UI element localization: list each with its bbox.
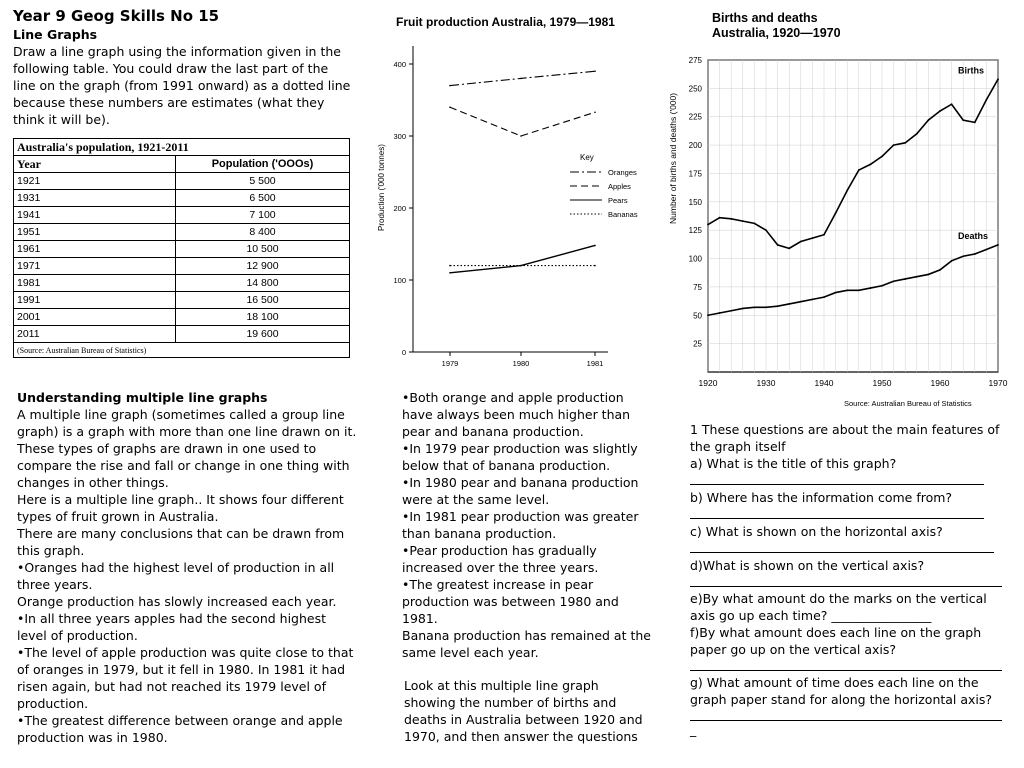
conclusion-bullet: •The greatest difference between orange and apple production was in 1980. [17, 713, 343, 745]
conclusion-bullet: •The level of apple production was quite close to that of oranges in 1979, but it fell in 1980. In 1981 it had risen again, but had not reached its 1979 level of production. [17, 645, 354, 711]
conclusion-bullet: •The greatest increase in pear production was between 1980 and 1981. [402, 577, 619, 626]
answer-line-f[interactable] [690, 658, 1002, 671]
data-point [916, 133, 918, 135]
bd-plot-frame [708, 60, 998, 372]
conclusion-bullet: •In 1979 pear production was slightly below that of banana production. [402, 441, 638, 473]
data-point [928, 119, 930, 121]
births-deaths-intro: Look at this multiple line graph showing the number of births and deaths in Australia between 1920 and 1970, and then answer the questions [404, 678, 643, 744]
data-point [986, 99, 988, 101]
answer-line-b[interactable] [690, 506, 984, 519]
data-point [916, 276, 918, 278]
data-point [823, 234, 825, 236]
population-table-wrap [13, 138, 350, 358]
data-point [904, 142, 906, 144]
series-line-births [708, 79, 998, 248]
data-point [997, 78, 999, 80]
understanding-para-2: Here is a multiple line graph.. It shows four different types of fruit grown in Australia. [17, 492, 344, 524]
y-tick-label: 0 [401, 348, 406, 357]
conclusion-bullet: •Pear production has gradually increased over the three years. [402, 543, 599, 575]
data-point [449, 85, 451, 87]
data-point [594, 111, 596, 113]
y-tick-label: 200 [688, 141, 702, 151]
question-c: c) What is shown on the horizontal axis? [690, 524, 943, 539]
answer-line-g[interactable] [690, 708, 1002, 721]
table-row [14, 292, 350, 309]
data-point [707, 224, 709, 226]
x-tick-label: 1981 [586, 359, 604, 368]
data-point [997, 244, 999, 246]
data-point [719, 217, 721, 219]
fruit-chart-title: Fruit production Australia, 1979—1981 [396, 15, 615, 29]
data-point [812, 237, 814, 239]
question-g: g) What amount of time does each line on the graph paper stand for along the horizontal axis? [690, 675, 993, 707]
data-point [594, 265, 596, 267]
data-point [788, 247, 790, 249]
legend-label: Apples [608, 182, 631, 191]
question-f: f)By what amount does each line on the graph paper go up on the vertical axis? [690, 625, 982, 657]
worksheet-title: Year 9 Geog Skills No 15 [13, 7, 220, 25]
year-cell: 1961 [14, 241, 176, 258]
legend-label: Pears [608, 196, 628, 205]
instructions: Draw a line graph using the information given in the following table. You could draw the last part of the line on the graph (from 1991 onward) as a dotted line because these numbers are estimates (what they think it will be). [13, 44, 351, 127]
table-row [14, 326, 350, 343]
year-cell: 2001 [14, 309, 176, 326]
data-point [800, 301, 802, 303]
data-point [812, 298, 814, 300]
legend-label: Oranges [608, 168, 637, 177]
answer-line-c[interactable] [690, 540, 994, 553]
data-point [765, 306, 767, 308]
bd-chart-ylabel: Number of births and deaths ('000) [668, 92, 678, 224]
x-tick-label: 1980 [512, 359, 530, 368]
question-g-end: _ [690, 722, 697, 737]
y-tick-label: 225 [688, 112, 702, 122]
data-point [449, 265, 451, 267]
data-point [449, 106, 451, 108]
population-cell: 18 100 [176, 309, 350, 326]
year-cell: 1921 [14, 173, 176, 190]
series-label-deaths: Deaths [958, 230, 989, 241]
data-point [974, 122, 976, 124]
x-tick-label: 1970 [988, 378, 1008, 388]
y-tick-label: 75 [693, 282, 702, 292]
table-caption: Australia's population, 1921-2011 [14, 139, 350, 156]
conclusion-bullet: •In 1980 pear and banana production were at the same level. [402, 475, 639, 507]
data-point [939, 269, 941, 271]
population-cell: 8 400 [176, 224, 350, 241]
bd-chart-source: Source: Australian Bureau of Statistics [844, 399, 972, 408]
data-point [986, 249, 988, 251]
population-cell: 5 500 [176, 173, 350, 190]
data-point [974, 253, 976, 255]
data-point [881, 285, 883, 287]
x-tick-label: 1979 [441, 359, 459, 368]
y-tick-label: 250 [688, 84, 702, 94]
data-point [870, 163, 872, 165]
y-tick-label: 275 [688, 56, 702, 65]
population-table [13, 138, 350, 358]
data-point [765, 229, 767, 231]
data-point [893, 280, 895, 282]
data-point [730, 310, 732, 312]
worksheet-subtitle: Line Graphs [13, 27, 98, 42]
fruit-chart-ylabel: Production ('000 tonnes) [377, 144, 386, 231]
table-row [14, 190, 350, 207]
data-point [893, 144, 895, 146]
data-point [730, 218, 732, 220]
data-point [928, 274, 930, 276]
data-point [520, 78, 522, 80]
data-point [742, 220, 744, 222]
y-tick-label: 100 [688, 254, 702, 264]
understanding-heading: Understanding multiple line graphs [17, 390, 268, 405]
table-row [14, 241, 350, 258]
data-point [846, 190, 848, 192]
data-point [962, 255, 964, 257]
data-point [823, 296, 825, 298]
question-b: b) Where has the information come from? [690, 490, 953, 505]
data-point [449, 272, 451, 274]
table-row [14, 309, 350, 326]
data-point [520, 135, 522, 137]
bd-chart-title-line2: Australia, 1920—1970 [712, 26, 841, 40]
table-row [14, 207, 350, 224]
series-label-births: Births [958, 65, 985, 76]
answer-line-a[interactable] [690, 472, 984, 485]
column-header-population: Population ('OOOs) [176, 156, 350, 173]
data-point [707, 314, 709, 316]
data-point [962, 119, 964, 121]
conclusion-bullet: •Both orange and apple production have always been much higher than pear and banana production. [402, 390, 631, 439]
x-tick-label: 1940 [814, 378, 834, 388]
bd-chart-title-line1: Births and deaths [712, 11, 818, 25]
worksheet-header [13, 6, 353, 128]
population-cell: 19 600 [176, 326, 350, 343]
data-point [594, 70, 596, 72]
questions-intro: 1 These questions are about the main features of the graph itself [690, 422, 1000, 454]
data-point [520, 265, 522, 267]
fruit-production-chart [368, 6, 658, 378]
conclusion-bullet: •In all three years apples had the second highest level of production. [17, 611, 327, 643]
series-line-deaths [708, 245, 998, 315]
data-point [777, 244, 779, 246]
data-point [835, 212, 837, 214]
data-point [754, 306, 756, 308]
population-cell: 14 800 [176, 275, 350, 292]
series-line-apples [450, 107, 595, 136]
data-point [904, 278, 906, 280]
data-point [881, 156, 883, 158]
questions-section [690, 421, 1006, 738]
population-cell: 7 100 [176, 207, 350, 224]
data-point [742, 308, 744, 310]
data-point [788, 303, 790, 305]
population-cell: 16 500 [176, 292, 350, 309]
data-point [858, 289, 860, 291]
question-e: e)By what amount do the marks on the vertical axis go up each time? ________________ [690, 591, 987, 623]
x-tick-label: 1960 [930, 378, 950, 388]
data-point [846, 289, 848, 291]
table-row [14, 275, 350, 292]
table-row [14, 258, 350, 275]
year-cell: 2011 [14, 326, 176, 343]
population-cell: 10 500 [176, 241, 350, 258]
y-tick-label: 150 [688, 197, 702, 207]
y-tick-label: 125 [688, 226, 702, 236]
x-tick-label: 1920 [698, 378, 718, 388]
data-point [858, 169, 860, 171]
year-cell: 1931 [14, 190, 176, 207]
table-source-row [14, 343, 350, 358]
y-tick-label: 25 [693, 339, 702, 349]
y-tick-label: 400 [393, 60, 406, 69]
data-point [870, 287, 872, 289]
understanding-para-1: A multiple line graph (sometimes called a group line graph) is a graph with more than one line drawn on it. These types of graphs are drawn in one used to compare the rise and fall or change in one thing with changes in other things. [17, 407, 357, 490]
x-tick-label: 1930 [756, 378, 776, 388]
conclusion-text: Orange production has slowly increased each year. [17, 594, 337, 609]
year-cell: 1941 [14, 207, 176, 224]
series-line-oranges [450, 71, 595, 85]
data-point [800, 241, 802, 243]
y-tick-label: 175 [688, 169, 702, 179]
conclusion-bullet: •In 1981 pear production was greater than banana production. [402, 509, 639, 541]
middle-conclusions [402, 389, 658, 661]
data-point [951, 103, 953, 105]
y-tick-label: 100 [393, 276, 406, 285]
year-cell: 1971 [14, 258, 176, 275]
table-source: (Source: Australian Bureau of Statistics) [14, 343, 350, 358]
year-cell: 1981 [14, 275, 176, 292]
year-cell: 1991 [14, 292, 176, 309]
data-point [951, 260, 953, 262]
answer-line-d[interactable] [690, 574, 1002, 587]
data-point [939, 110, 941, 112]
y-tick-label: 50 [693, 311, 702, 321]
data-point [754, 222, 756, 224]
question-a: a) What is the title of this graph? [690, 456, 897, 471]
series-line-pears [450, 245, 595, 272]
population-cell: 12 900 [176, 258, 350, 275]
population-cell: 6 500 [176, 190, 350, 207]
understanding-para-3: There are many conclusions that can be drawn from this graph. [17, 526, 345, 558]
y-tick-label: 300 [393, 132, 406, 141]
table-row [14, 173, 350, 190]
table-row [14, 224, 350, 241]
column-header-year: Year [14, 156, 176, 173]
data-point [835, 292, 837, 294]
conclusion-text: Banana production has remained at the same level each year. [402, 628, 651, 660]
data-point [719, 312, 721, 314]
question-d: d)What is shown on the vertical axis? [690, 558, 925, 573]
births-deaths-chart [664, 4, 1022, 410]
data-point [777, 305, 779, 307]
legend-label: Bananas [608, 210, 638, 219]
year-cell: 1951 [14, 224, 176, 241]
legend-title: Key [580, 153, 594, 162]
data-point [594, 245, 596, 247]
y-tick-label: 200 [393, 204, 406, 213]
conclusion-bullet: •Oranges had the highest level of production in all three years. [17, 560, 335, 592]
x-tick-label: 1950 [872, 378, 892, 388]
understanding-section [17, 389, 357, 746]
